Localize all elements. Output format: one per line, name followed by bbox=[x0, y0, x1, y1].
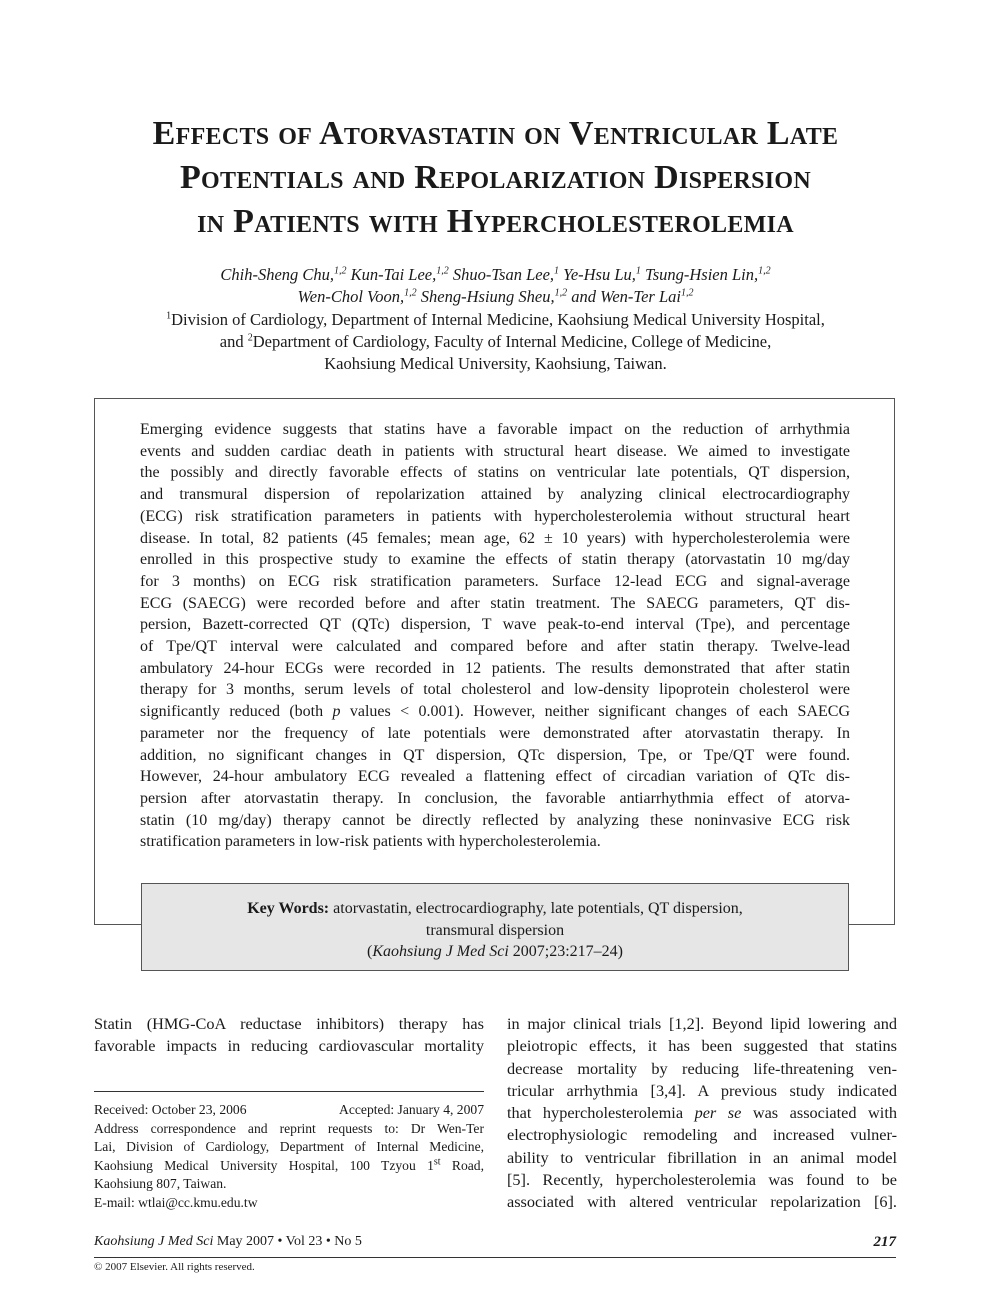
email-line: E-mail: wtlai@cc.kmu.edu.tw bbox=[94, 1194, 258, 1210]
abstract-line: disease. In total, 82 patients (45 females; mean age, 62 ± 10 years) with hypercholesterolemia were bbox=[140, 529, 850, 547]
body-line: tricular arrhythmia [3,4]. A previous study indicated bbox=[507, 1080, 897, 1100]
author-affiliation-mark: 1,2 bbox=[680, 287, 694, 299]
abstract-text: values < 0.001). However, neither significant changes of each SAECG bbox=[340, 703, 850, 721]
body-text: that hypercholesterolemia bbox=[507, 1103, 695, 1123]
article-title bbox=[60, 112, 931, 244]
abstract-italic: p bbox=[332, 703, 341, 721]
abstract-line: therapy for 3 months, serum levels of total cholesterol and low-density lipoprotein cholesterol were bbox=[140, 681, 850, 699]
citation-line bbox=[142, 941, 848, 963]
affiliation-line: Kaohsiung Medical University, Kaohsiung, Taiwan. bbox=[324, 354, 667, 373]
abstract-line: persion, Bazett-corrected QT (QTc) dispersion, T wave peak-to-end interval (Tpe), and percentage bbox=[140, 616, 850, 634]
body-column-right bbox=[507, 1013, 897, 1214]
title-line: Potentials and Repolarization Dispersion bbox=[179, 159, 812, 196]
author-affiliation-mark: 1,2 bbox=[334, 265, 347, 277]
footer-divider bbox=[94, 1257, 896, 1258]
footer-issue: May 2007 • Vol 23 • No 5 bbox=[213, 1234, 362, 1249]
body-line: [5]. Recently, hypercholesterolemia was found to be bbox=[507, 1170, 897, 1190]
abstract-line: (ECG) risk stratification parameters in patients with hypercholesterolemia without structural heart bbox=[140, 507, 850, 525]
body-line: electrophysiologic remodeling and increased vulner- bbox=[507, 1125, 897, 1145]
body-line bbox=[507, 1102, 897, 1124]
received-accepted-line bbox=[94, 1101, 484, 1120]
affiliations bbox=[60, 309, 931, 375]
affiliation-text: and bbox=[219, 332, 248, 351]
body-line: decrease mortality by reducing life-threatening ven- bbox=[507, 1058, 897, 1078]
author-affiliation-mark: 1 bbox=[554, 265, 560, 277]
footer-journal-name: Kaohsiung J Med Sci bbox=[94, 1234, 214, 1249]
author-affiliation-mark: 1,2 bbox=[404, 287, 417, 299]
author-list bbox=[60, 264, 931, 308]
author-line bbox=[60, 264, 931, 286]
footnote-text: Kaohsiung Medical University Hospital, 100 Tzyou 1 bbox=[94, 1157, 434, 1173]
keywords-box bbox=[141, 883, 849, 971]
footnote-line: Kaohsiung 807, Taiwan. bbox=[94, 1176, 227, 1192]
abstract-line: the possibly and directly favorable effects of statins on ventricular late potentials, QT dispersion, bbox=[140, 464, 850, 482]
citation-text: 2007;23:217–24) bbox=[508, 943, 623, 960]
footer-journal-info bbox=[94, 1234, 362, 1250]
footnote-sup: st bbox=[433, 1156, 441, 1168]
title-line: Effects of Atorvastatin on Ventricular Late bbox=[152, 115, 839, 152]
title-line: in Patients with Hypercholesterolemia bbox=[197, 203, 794, 240]
abstract-line: statin (10 mg/day) therapy cannot be directly reflected by analyzing these noninvasive ECG risk bbox=[140, 811, 850, 829]
affiliation-line bbox=[60, 309, 931, 331]
author-name: and Wen-Ter Lai bbox=[567, 287, 681, 306]
keywords-label: Key Words: bbox=[247, 900, 330, 917]
page-number: 217 bbox=[873, 1234, 896, 1250]
affiliation-text: Division of Cardiology, Department of Internal Medicine, Kaohsiung Medical University Hospital, bbox=[171, 310, 825, 329]
body-line: ability to ventricular fibrillation in an animal model bbox=[507, 1147, 897, 1167]
author-name: Ye-Hsu Lu, bbox=[559, 265, 636, 284]
abstract-line: and transmural dispersion of repolarization attained by analyzing clinical electrocardiography bbox=[140, 486, 850, 504]
abstract-line: persion after atorvastatin therapy. In conclusion, the favorable antiarrhythmia effect of atorva- bbox=[140, 789, 850, 807]
abstract-line: of Tpe/QT interval were calculated and compared before and after statin therapy. Twelve-lead bbox=[140, 638, 850, 656]
body-line: in major clinical trials [1,2]. Beyond lipid lowering and bbox=[507, 1014, 897, 1033]
citation-text: ( bbox=[367, 943, 373, 960]
author-affiliation-mark: 1,2 bbox=[436, 265, 449, 277]
footnote-line: Lai, Division of Cardiology, Department of Internal Medicine, bbox=[94, 1139, 484, 1155]
body-italic: per se bbox=[694, 1103, 742, 1123]
abstract-line: events and sudden cardiac death in patients with structural heart disease. We aimed to investigate bbox=[140, 442, 850, 460]
author-name: Kun-Tai Lee, bbox=[346, 265, 437, 284]
copyright-notice: © 2007 Elsevier. All rights reserved. bbox=[94, 1261, 255, 1273]
abstract-line: ambulatory 24-hour ECGs were recorded in 12 patients. The results demonstrated that after statin bbox=[140, 659, 850, 677]
citation-journal: Kaohsiung J Med Sci bbox=[372, 943, 509, 960]
author-affiliation-mark: 1 bbox=[635, 265, 641, 277]
keywords-text: atorvastatin, electrocardiography, late potentials, QT dispersion, bbox=[329, 900, 743, 917]
abstract-line bbox=[140, 701, 850, 723]
footnote-line: Address correspondence and reprint requests to: Dr Wen-Ter bbox=[94, 1120, 484, 1136]
body-column-left bbox=[94, 1013, 484, 1058]
affiliation-text: Department of Cardiology, Faculty of Internal Medicine, College of Medicine, bbox=[252, 332, 772, 351]
affiliation-mark: 2 bbox=[247, 332, 253, 344]
abstract-line: However, 24-hour ambulatory ECG revealed a flattening effect of circadian variation of QTc dis- bbox=[140, 768, 850, 786]
abstract bbox=[140, 419, 850, 853]
author-affiliation-mark: 1,2 bbox=[758, 265, 771, 277]
abstract-line: ECG (SAECG) were recorded before and after statin treatment. The SAECG parameters, QT dis- bbox=[140, 594, 850, 612]
author-line bbox=[60, 286, 931, 308]
body-line: pleiotropic effects, it has been suggested that statins bbox=[507, 1036, 897, 1056]
abstract-line: Emerging evidence suggests that statins have a favorable impact on the reduction of arrhythmia bbox=[140, 421, 850, 438]
correspondence-footnote bbox=[94, 1101, 484, 1213]
body-line: associated with altered ventricular repolarization [6]. bbox=[507, 1192, 897, 1212]
abstract-line: for 3 months) on ECG risk stratification parameters. Surface 12-lead ECG and signal-average bbox=[140, 572, 850, 590]
keywords-line bbox=[142, 898, 848, 920]
body-line: favorable impacts in reducing cardiovascular mortality bbox=[94, 1036, 484, 1056]
author-name: Wen-Chol Voon, bbox=[297, 287, 405, 306]
author-affiliation-mark: 1,2 bbox=[554, 287, 568, 299]
received-date: Received: October 23, 2006 bbox=[94, 1102, 247, 1117]
abstract-line: parameter nor the frequency of late potentials were demonstrated after atorvastatin therapy. In bbox=[140, 724, 850, 742]
footnote-divider bbox=[94, 1091, 484, 1092]
keywords-line: transmural dispersion bbox=[425, 921, 565, 939]
author-name: Shuo-Tsan Lee, bbox=[448, 265, 555, 284]
author-name: Chih-Sheng Chu, bbox=[220, 265, 335, 284]
footnote-line bbox=[94, 1157, 484, 1176]
abstract-line: enrolled in this prospective study to examine the effects of statin therapy (atorvastatin 10 mg/day bbox=[140, 551, 850, 569]
accepted-date: Accepted: January 4, 2007 bbox=[339, 1102, 484, 1117]
body-line: Statin (HMG-CoA reductase inhibitors) therapy has bbox=[94, 1014, 484, 1033]
abstract-text: significantly reduced (both bbox=[140, 703, 333, 721]
abstract-line: addition, no significant changes in QT dispersion, QTc dispersion, Tpe, or Tpe/QT were found. bbox=[140, 746, 850, 764]
author-name: Tsung-Hsien Lin, bbox=[640, 265, 759, 284]
body-text: was associated with bbox=[741, 1103, 897, 1123]
affiliation-mark: 1 bbox=[166, 310, 172, 322]
affiliation-line bbox=[60, 331, 931, 353]
author-name: Sheng-Hsiung Sheu, bbox=[416, 287, 555, 306]
abstract-line: stratification parameters in low-risk patients with hypercholesterolemia. bbox=[140, 833, 601, 851]
footnote-text: Road, bbox=[440, 1157, 484, 1173]
